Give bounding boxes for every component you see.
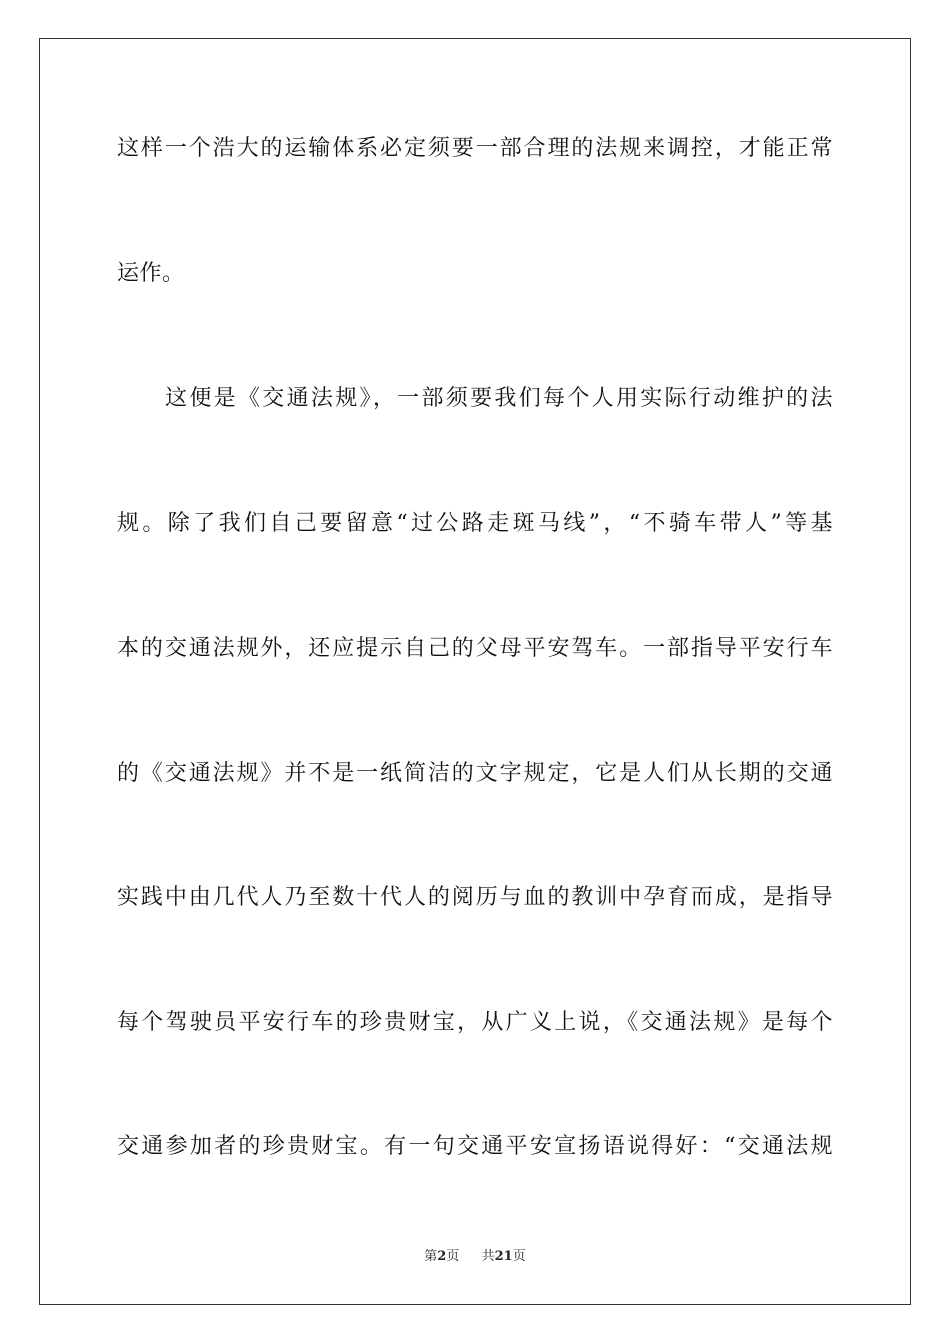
total-label [482, 1249, 526, 1264]
page-prefix: 第 [424, 1249, 438, 1264]
text-line-5: 本的交通法规外，还应提示自己的父母平安驾车。一部指导平安行车 [117, 636, 833, 661]
page-suffix: 页 [446, 1249, 460, 1264]
total-suffix: 页 [512, 1249, 526, 1264]
page-label [424, 1249, 463, 1264]
text-line-2: 运作。 [117, 261, 185, 286]
text-line-1: 这样一个浩大的运输体系必定须要一部合理的法规来调控，才能正常 [117, 136, 833, 161]
text-line-6: 的《交通法规》并不是一纸简洁的文字规定，它是人们从长期的交通 [117, 761, 833, 786]
page-border [39, 38, 911, 1305]
text-line-8: 每个驾驶员平安行车的珍贵财宝，从广义上说，《交通法规》是每个 [117, 1010, 833, 1035]
text-line-4: 规。除了我们自己要留意“过公路走斑马线”，“不骑车带人”等基 [117, 511, 833, 536]
page-number: 2 [437, 1249, 447, 1264]
page-footer [0, 1247, 950, 1267]
text-line-9: 交通参加者的珍贵财宝。有一句交通平安宣扬语说得好：“交通法规 [117, 1134, 833, 1159]
text-line-3: 这便是《交通法规》，一部须要我们每个人用实际行动维护的法 [165, 386, 833, 411]
total-pages: 21 [494, 1249, 513, 1264]
text-line-7: 实践中由几代人乃至数十代人的阅历与血的教训中孕育而成，是指导 [117, 885, 833, 910]
total-prefix: 共 [481, 1249, 495, 1264]
